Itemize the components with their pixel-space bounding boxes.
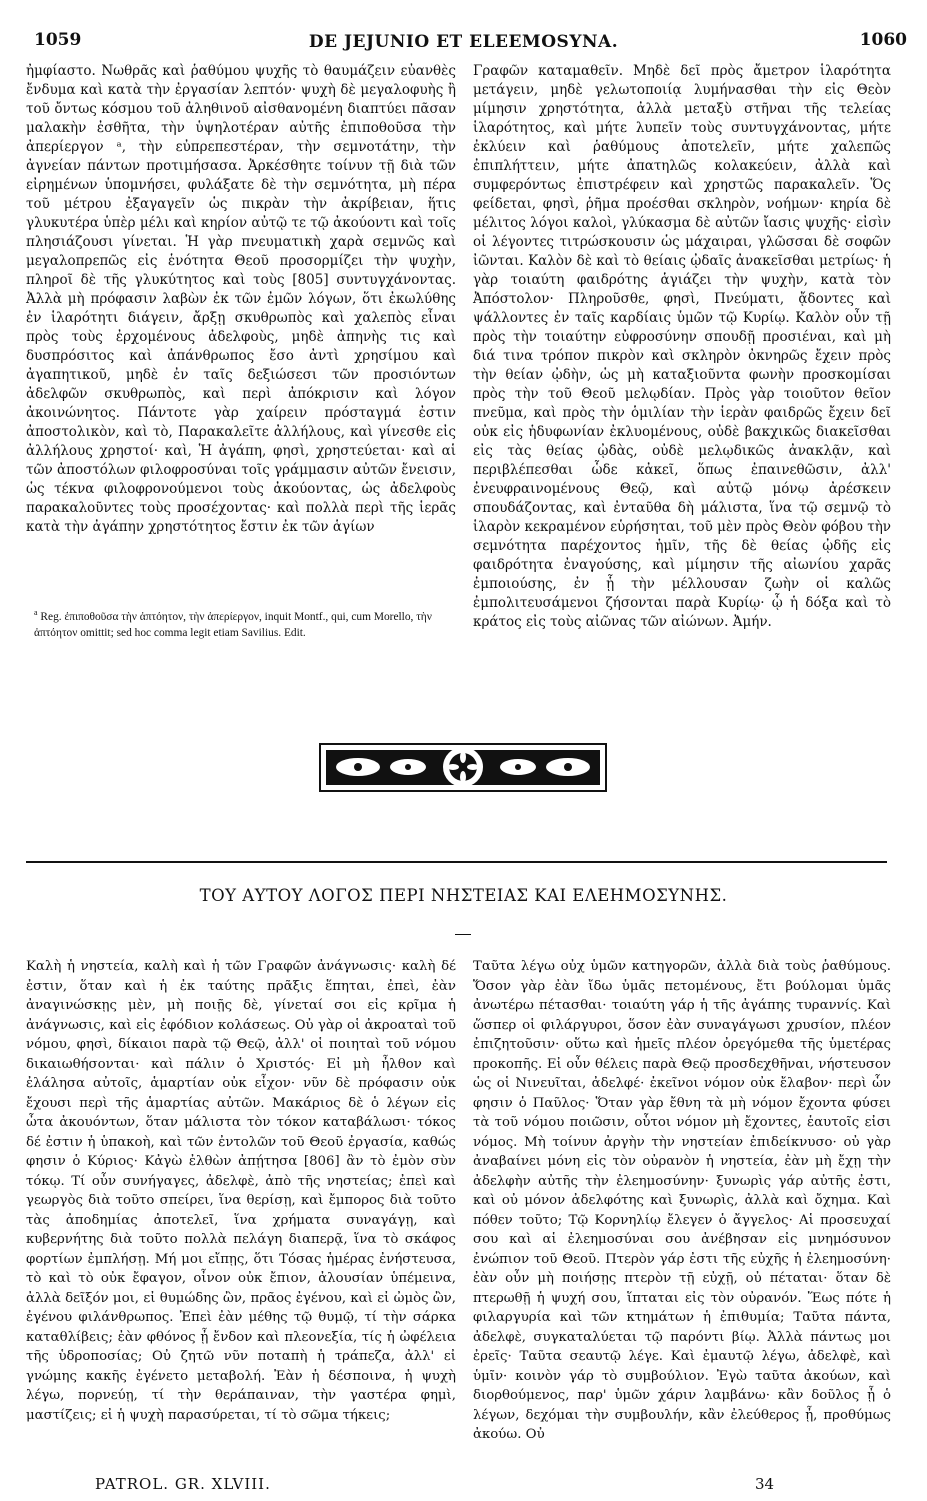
top-left-text: ἠμφίαστο. Νωθρᾶς καὶ ῥαθύμου ψυχῆς τὸ θαυμάζειν εὐανθὲς ἔνδυμα καὶ κατὰ τὴν ἐργασίαν λεπτόν· ψυχὴ δὲ μεγαλοφυὴς ἢ τοῦ ὄντως κόσμου τοῦ ἀληθινοῦ αἰσθανομένη διαπτύει πᾶσαν μαλακὴν ἐσθῆτα, τὴν ὑψηλοτέραν αὐτῆς ἐπιποθοῦσα τὴν ἀπερίεργον ᵃ, τὴν εὐπρεπεστέραν, τὴν σεμνοτάτην, τὴν ἀγνείαν πάντων προτιμήσασα. Ἀρκέσθητε τοίνυν τῇ διὰ τῶν εἰρημένων ὑπομνήσει, φυλάξατε δὲ τὴν σεμνότητα, μὴ πέρα τοῦ μέτρου ἐξαγαγεῖν ὡς πικρὰν τὴν ἀκρίβειαν, ἥτις γλυκυτέρα ὑπὲρ μέλι καὶ κηρίον αὐτῷ τε τῷ ἀκούοντι καὶ τοῖς πλησιάζουσι γίνεται. Ἡ γὰρ πνευματικὴ χαρὰ σεμνῶς καὶ μεγαλοπρεπῶς εἰς ἑνότητα Θεοῦ προσορμίζει τὴν ψυχὴν, πληροῖ δὲ τῆς γλυκύτητος καὶ τοὺς [805] συντυγχάνοντας. Ἀλλὰ μὴ πρόφασιν λαβὼν ἐκ τῶν ἐμῶν λόγων, ὅτι ἐκωλύθης ἐν ἱλαρότητι διάγειν, ἄρξῃ σκυθρωπὸς καὶ χαλεπὸς εἶναι πρὸς τοὺς ἐρχομένους ἀδελφοὺς, μηδὲ ἀπηνὴς τις καὶ δυσπρόσιτος καὶ ἀπάνθρωπος ἔσο ἀντὶ χρησίμου καὶ ἀγαπητικοῦ, μηδὲ ἐν ταῖς δεξιώσεσι τῶν προσιόντων ἀδελφῶν σκυθρωπὸς, καὶ περὶ ἀπόκρισιν καὶ λόγον ἀκοινώνητος. Πάντοτε γὰρ χαίρειν πρόσταγμά ἐστιν ἀποστολικὸν, καὶ τὸ, Παρακαλεῖτε ἀλλήλους, καὶ γίνεσθε εἰς ἀλλήλους χρηστοί· καὶ, Ἡ ἀγάπη, φησὶ, χρηστεύεται· καὶ αἱ τῶν ἀποστόλων φιλοφροσύναι τοῖς γράμμασιν αὐτῶν ἔνεισιν, ὡς τέκνα φιλοφρονούμενοι τοὺς ἀκούοντας, ὡς ἀδελφοὺς παρακαλοῦντες τοὺς προσέχοντας· καὶ πολλὰ περὶ τῆς ἱερᾶς κατὰ τὴν ἀγάπην χρηστότητος ἔστιν ἐκ τῶν ἁγίων	[26, 63, 456, 535]
ornament-icon	[318, 740, 608, 795]
right-page-number: 1060	[859, 30, 907, 50]
section-divider	[26, 861, 887, 863]
running-title: DE JEJUNIO ET ELEEMOSYNA.	[308, 32, 619, 52]
top-left-column	[26, 62, 456, 537]
footnote-marker: a	[34, 608, 38, 617]
top-right-text: Γραφῶν καταμαθεῖν. Μηδὲ δεῖ πρὸς ἄμετρον ἱλαρότητα μετάγειν, μηδὲ γελωτοποιίᾳ λυμήνασθαι τὴν εἰς Θεὸν μίμησιν χρηστότητα, ἀλλὰ μεταξὺ στῆναι τῆς τελείας ἱλαρότητος, καὶ μήτε λυπεῖν τοὺς συντυγχάνοντας, μήτε ἐκλύειν καὶ ῥαθύμους ἀποτελεῖν, μήτε χαλεπῶς ἐπιπλήττειν, μήτε ἀπατηλῶς κολακεύειν, ἀλλὰ καὶ συμφερόντως ἐπιστρέφειν καὶ χρηστῶς παρακαλεῖν. Ὅς φείδεται, φησὶ, ῥῆμα προέσθαι σκληρὸν, νοήμων· κηρία δὲ μέλιτος λόγοι καλοὶ, γλύκασμα δὲ αὐτῶν ἴασις ψυχῆς· εἰσὶν οἱ λέγοντες τιτρώσκουσιν ὡς μάχαιραι, γλῶσσαι δὲ σοφῶν ἰῶνται. Καλὸν δὲ καὶ τὸ θείαις ᾠδαῖς ἀνακεῖσθαι μετρίως· ἡ γὰρ τοιαύτη φαιδρότης ἁγιάζει τὴν ψυχὴν, κατὰ τὸν Ἀπόστολον· Πληροῦσθε, φησὶ, Πνεύματι, ᾄδοντες καὶ ψάλλοντες ἐν ταῖς καρδίαις ὑμῶν τῷ Κυρίῳ. Καλὸν οὖν τῇ πρὸς τὴν τοιαύτην εὐφροσύνην σπουδῇ προσιέναι, καὶ μὴ διά τινα τρόπον πικρὸν καὶ σκληρὸν ὀκνηρῶς ἔχειν πρὸς τὴν θείαν ᾠδὴν, ὡς μὴ καταξιοῦντα φωνὴν προσκομίσαι πρὸς τὴν τοῦ Θεοῦ μελῳδίαν. Πρὸς γὰρ τοιοῦτον θεῖον πνεῦμα, καὶ πρὸς τὴν ὁμιλίαν τὴν ἱερὰν φαιδρῶς ἔχειν δεῖ οὐκ εἰς ἡδυφωνίαν ἐκλυομένους, οὐδὲ βακχικῶς διακεῖσθαι εἰς τὰς θείας ᾠδὰς, οὐδὲ μελῳδικῶς ἀνακλᾷν, καὶ περιβλέπεσθαι ὧδε κἀκεῖ, ὅπως ἐπαινεθῶσιν, ἀλλ' ἐνευφραινομένους Θεῷ, καὶ αὐτῷ μόνῳ ἀρέσκειν σπουδάζοντας, καὶ ἐνταῦθα δὴ μάλιστα, ἵνα τῷ σεμνῷ τὸ ἱλαρὸν κεκραμένον εὑρήσηται, τοῦ μὲν πρὸς Θεὸν φόβου τὴν σεμνότητα παρέχοντος ἡμῖν, τῆς δὲ θείας ᾠδῆς εἰς φαιδρότητα ἐναγούσης, καὶ μίμησιν τῆς αἰωνίου χαρᾶς ἐμποιούσης, ἐν ᾗ τὴν μέλλουσαν ζωὴν οἱ καλῶς ἐμπολιτευσάμενοι ζήσονται παρὰ Κυρίῳ· ᾧ ἡ δόξα καὶ τὸ κράτος εἰς τοὺς αἰῶνας τῶν αἰώνων. Ἀμήν.	[473, 63, 891, 630]
footer-signature: 34	[755, 1475, 775, 1493]
section-title: ΤΟΥ ΑΥΤΟΥ ΛΟΓΟΣ ΠΕΡΙ ΝΗΣΤΕΙΑΣ ΚΑΙ ΕΛΕΗΜΟΣΥΝΗΣ.	[199, 886, 728, 905]
footnote	[34, 605, 454, 641]
footnote-text: Reg. ἐπιποθοῦσα τὴν ἀπτόητον, τὴν ἀπερίεργον, inquit Montf., qui, cum Morello, τὴν ἀπτόητον omittit; sed hoc comma legit etiam Savilius. Edit.	[34, 610, 432, 639]
bottom-left-text: Καλὴ ἡ νηστεία, καλὴ καὶ ἡ τῶν Γραφῶν ἀνάγνωσις· καλὴ δέ ἐστιν, ὅταν καὶ ἡ ἐκ ταύτης πρᾶξις ἕπηται, ἐπεὶ, ἐὰν ἀναγινώσκῃς μὲν, μὴ ποιῇς δὲ, γίνεταί σοι εἰς κρῖμα ἡ ἀνάγνωσις, καὶ εἰς ἐφόδιον κολάσεως. Οὐ γὰρ οἱ ἀκροαταὶ τοῦ νόμου, φησὶ, δίκαιοι παρὰ τῷ Θεῷ, ἀλλ' οἱ ποιηταὶ τοῦ νόμου δικαιωθήσονται· καὶ πάλιν ὁ Χριστός· Εἰ μὴ ἦλθον καὶ ἐλάλησα αὐτοῖς, ἁμαρτίαν οὐκ εἶχον· νῦν δὲ πρόφασιν οὐκ ἔχουσι περὶ τῆς ἁμαρτίας αὐτῶν. Μακάριος δὲ ὁ λέγων εἰς ὦτα ἀκουόντων, ὅταν μάλιστα τὸν τόκον καταβάλωσι· τόκος δέ ἐστιν ἡ ὑπακοὴ, καὶ τῶν ἐντολῶν τοῦ Θεοῦ ἐργασία, καθώς φησιν ὁ Κύριος· Κἀγὼ ἐλθὼν ἀπῄτησα [806] ἂν τὸ ἐμὸν σὺν τόκῳ. Τί οὖν συνήγαγες, ἀδελφὲ, ἀπὸ τῆς νηστείας; ἐπεὶ καὶ γεωργὸς διὰ τοῦτο σπείρει, ἵνα θερίσῃ, καὶ ἔμπορος διὰ τοῦτο τὰς ἀποδημίας ἀποτελεῖ, ἵνα χρήματα συναγάγῃ, καὶ κυβερνήτης διὰ τοῦτο πολλὰ πελάγη διαπερᾷ, ἵνα τὸ σκάφος φορτίων ἐμπλήσῃ. Μή μοι εἴπῃς, ὅτι Τόσας ἡμέρας ἐνήστευσα, τὸ καὶ τὸ οὐκ ἔφαγον, οἶνον οὐκ ἔπιον, ἀλουσίαν ὑπέμεινα, ἀλλὰ δεῖξόν μοι, εἰ θυμώδης ὢν, πρᾶος ἐγένου, καὶ εἰ ὠμὸς ὢν, ἐγένου φιλάνθρωπος. Ἐπεὶ ἐὰν μέθης τῷ θυμῷ, τί τὴν σάρκα καταθλίβεις; ἐὰν φθόνος ᾖ ἔνδον καὶ πλεονεξία, τίς ἡ ὠφέλεια τῆς ὑδροποσίας; Οὐ ζητῶ νῦν ποταπὴ ἡ τράπεζα, ἀλλ' εἰ γνώμης κακῆς ἐγένετο μεταβολή. Ἐὰν ἡ δέσποινα, ἡ ψυχὴ λέγω, πορνεύῃ, τί τὴν θεράπαιναν, τὴν γαστέρα φημὶ, μαστίζεις; εἰ ἡ ψυχὴ παρασύρεται, τί τὸ σῶμα τήκεις;	[26, 959, 456, 1423]
bottom-right-column	[473, 957, 891, 1445]
bottom-right-text: Ταῦτα λέγω οὐχ ὑμῶν κατηγορῶν, ἀλλὰ διὰ τοὺς ῥαθύμους. Ὅσον γὰρ ἐὰν ἴδω ὑμᾶς πετομένους, ἔτι βούλομαι ὑμᾶς ἀνωτέρω πέτασθαι· τοιαύτη γάρ ἡ τῆς ἀγάπης τυραννίς. Καὶ ὥσπερ οἱ φιλάργυροι, ὅσον ἐὰν συναγάγωσι χρυσίον, πλέον ἐπιζητοῦσιν· οὕτω καὶ ἡμεῖς πλέον ὀρεγόμεθα τῆς ὑμετέρας προκοπῆς. Εἰ οὖν θέλεις παρὰ Θεῷ προσδεχθῆναι, νήστευσον ὡς οἱ Νινευῖται, ἀδελφέ· ἐκεῖνοι νόμον οὐκ ἔλαβον· περὶ ὧν φησιν ὁ Παῦλος· Ὅταν γὰρ ἔθνη τὰ μὴ νόμον ἔχοντα φύσει τὰ τοῦ νόμου ποιῶσιν, οὗτοι νόμον μὴ ἔχοντες, ἑαυτοῖς εἰσι νόμος. Μὴ τοίνυν ἀργὴν τὴν νηστείαν ἐπιδείκνυσο· οὐ γὰρ ἀναβαίνει μόνη εἰς τὸν οὐρανὸν ἡ νηστεία, ἐὰν μὴ ἔχῃ τὴν ἀδελφὴν αὐτῆς τὴν ἐλεημοσύνην· ξυνωρὶς γάρ αὐτῆς ἐστι, καὶ οὐ μόνον ἀδελφότης καὶ ξυνωρὶς, ἀλλὰ καὶ ὄχημα. Καὶ πόθεν τοῦτο; Τῷ Κορνηλίῳ ἔλεγεν ὁ ἄγγελος· Αἱ προσευχαί σου καὶ αἱ ἐλεημοσύναι σου ἀνέβησαν εἰς μνημόσυνον ἐνώπιον τοῦ Θεοῦ. Πτερὸν γάρ ἐστι τῆς εὐχῆς ἡ ἐλεημοσύνη· ἐὰν οὖν μὴ ποιήσῃς πτερὸν τῇ εὐχῇ, οὐ πέταται· ὅταν δὲ πτερωθῇ ἡ ψυχή σου, ἵπταται εἰς τὸν οὐρανόν. Ἕως πότε ἡ φιλαργυρία καὶ τῶν κτημάτων ἡ ἐπιθυμία; Ταῦτα πάντα, ἀδελφὲ, συγκαταλύεται τῷ παρόντι βίῳ. Ἀλλὰ πάντως μοι ἐρεῖς· Ταῦτα σεαυτῷ λέγε. Καὶ ἐμαυτῷ λέγω, ἀδελφὲ, καὶ ὑμῖν· κοινὸν γάρ τὸ συμβούλιον. Ἐγὼ ταῦτα ἀκούων, καὶ διορθούμενος, παρ' ὑμῶν χάριν λαμβάνω· κἂν δοῦλος ᾖ ὁ λέγων, δεχόμαι τὴν συμβουλήν, κἂν ἐλεύθερος ᾖ, προθύμως ἀκούω. Οὐ	[473, 959, 891, 1442]
top-right-column	[473, 62, 891, 632]
left-page-number: 1059	[34, 30, 82, 50]
title-dash	[455, 934, 471, 935]
footer-series: PATROL. GR. XLVIII.	[95, 1475, 271, 1493]
bottom-left-column	[26, 957, 456, 1425]
